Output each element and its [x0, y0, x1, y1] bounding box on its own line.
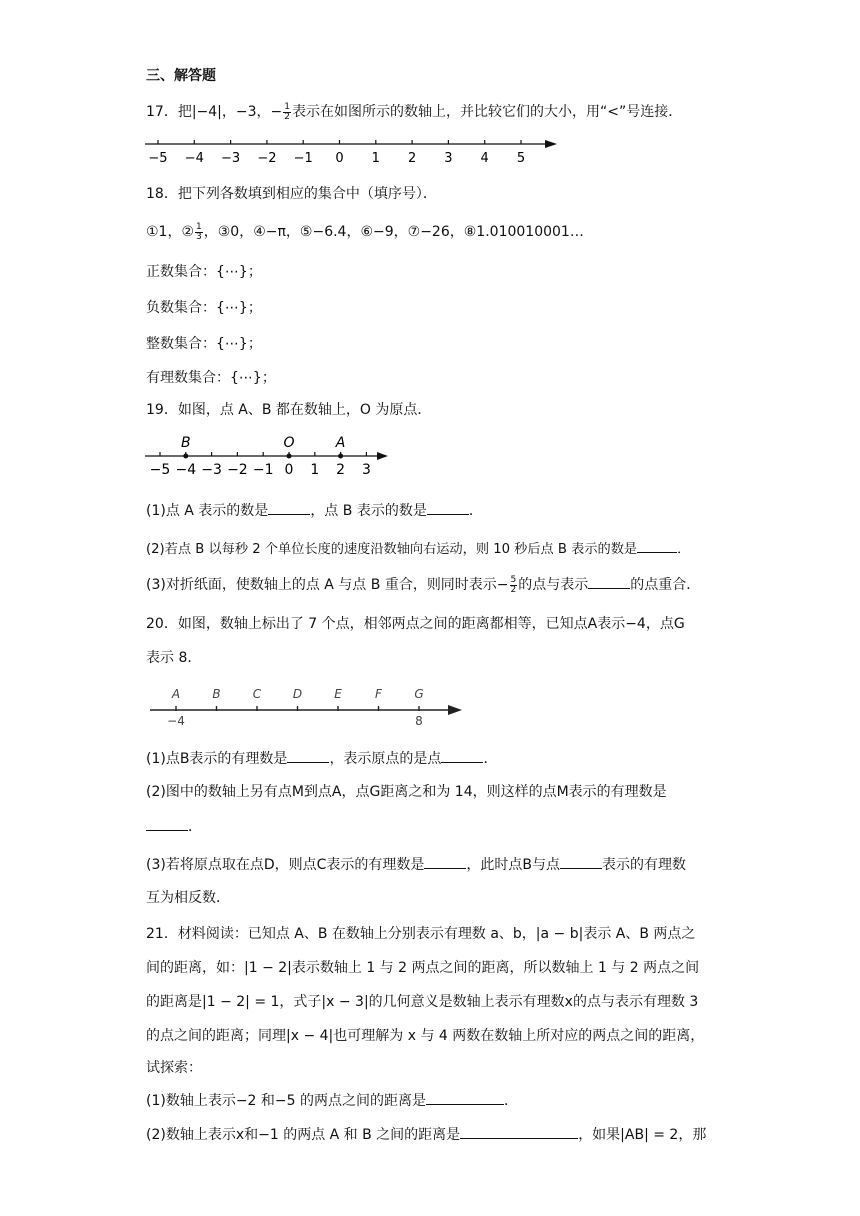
- tick-label: 2: [407, 151, 417, 166]
- q21-p1-a: (1)数轴上表示−2 和−5 的两点之间的距离是: [146, 1093, 427, 1109]
- arrow-icon: [545, 140, 557, 148]
- q21-line5: 试探索：: [146, 1060, 202, 1076]
- point-label: A: [171, 687, 181, 701]
- point-dot: [183, 454, 188, 459]
- tick-label: −5: [149, 462, 171, 478]
- answer-blank[interactable]: [146, 816, 188, 831]
- q19-p2-a: (2)若点 B 以每秒 2 个单位长度的速度沿数轴向右运动，则 10 秒后点 B 表示的数是: [146, 542, 638, 557]
- point-label: E: [334, 687, 342, 701]
- tick-label: 3: [361, 462, 371, 478]
- q20-number-line: [140, 680, 470, 734]
- q17-frac-den: 2: [284, 111, 290, 122]
- q19-p3-a: (3)对折纸面，使数轴上的点 A 与点 B 重合，则同时表示−: [146, 577, 509, 593]
- point-label: O: [283, 435, 295, 451]
- tick-label: −3: [201, 462, 222, 478]
- value-label-left: −4: [167, 714, 185, 728]
- tick-label: 1: [371, 151, 380, 166]
- answer-blank[interactable]: [424, 854, 466, 869]
- q17-frac-sign: −: [270, 104, 283, 120]
- point-label: A: [335, 435, 346, 451]
- q18-frac-den: 3: [196, 231, 202, 242]
- q19-p3-c: 的点重合．: [630, 577, 701, 593]
- point-label: B: [180, 435, 191, 451]
- q18-set-negative: 负数集合：{⋯}；: [146, 300, 262, 316]
- q19-p2-b: ．: [677, 542, 691, 557]
- tick-label: −1: [293, 151, 313, 166]
- q19-part2: [146, 538, 690, 560]
- q19-part1: [146, 500, 483, 521]
- q20-part3: [146, 854, 686, 875]
- q19-title: 19．如图，点 A、B 都在数轴上，O 为原点．: [146, 402, 432, 418]
- tick-label: 5: [516, 151, 526, 166]
- point-label: G: [414, 687, 424, 701]
- q21-line2: 间的距离，如：|1 − 2|表示数轴上 1 与 2 两点之间的距离，所以数轴上 1 与 2 两点之间: [146, 960, 700, 976]
- q20-p2-b: ．: [188, 819, 202, 835]
- q20-p2-a: (2)图中的数轴上另有点M到点A，点G距离之和为 14，则这样的点M表示的有理数是: [146, 784, 667, 800]
- tick-label: −2: [257, 151, 277, 166]
- q18-frac-num: 1: [196, 221, 202, 232]
- q19-p3-b: 的点与表示: [518, 577, 589, 593]
- q18-fraction: [195, 223, 203, 242]
- q21-part2: [146, 1124, 706, 1145]
- answer-blank[interactable]: [427, 500, 469, 515]
- section-title: 三、解答题: [146, 68, 216, 84]
- q17-pre: 17．把|−4|，−3，: [146, 104, 271, 120]
- q19-frac-num: 5: [510, 574, 517, 585]
- q20-line2: 表示 8．: [146, 650, 202, 666]
- answer-blank[interactable]: [426, 1090, 504, 1105]
- tick-label: −3: [221, 151, 241, 166]
- q17-number-line: [140, 132, 570, 168]
- q18-title: 18．把下列各数填到相应的集合中（填序号）．: [146, 186, 437, 202]
- answer-blank[interactable]: [441, 748, 483, 763]
- tick-label: −4: [175, 462, 197, 478]
- q19-p1-c: ．: [468, 503, 483, 519]
- answer-blank[interactable]: [560, 854, 602, 869]
- q21-line3: 的距离是|1 − 2| = 1，式子|x − 3|的几何意义是数轴上表示有理数x的点与表示有理数 3: [146, 994, 699, 1010]
- q18-set-integer: 整数集合：{⋯}；: [146, 336, 262, 352]
- answer-blank[interactable]: [268, 500, 310, 515]
- q20-p1-c: ．: [483, 751, 498, 767]
- q20-p3-c: 表示的有理数: [602, 857, 686, 873]
- q20-p3-b: ，此时点B与点: [466, 857, 560, 873]
- answer-blank[interactable]: [588, 574, 630, 589]
- q21-part1: [146, 1090, 518, 1111]
- q17-fraction: [283, 103, 291, 122]
- q20-part2-cont: [146, 816, 202, 837]
- q21-line4: 的点之间的距离；同理|x − 4|也可理解为 x 与 4 两数在数轴上所对应的两点之间的距离，: [146, 1028, 705, 1044]
- q20-p3-a: (3)若将原点取在点D，则点C表示的有理数是: [146, 857, 425, 873]
- answer-blank[interactable]: [637, 538, 677, 553]
- point-label: B: [212, 687, 221, 701]
- point-label: D: [292, 687, 303, 701]
- q18-items-b: ，③0，④−π，⑤−6.4，⑥−9，⑦−26，⑧1.010010001…: [203, 224, 584, 240]
- point-label: C: [252, 687, 262, 701]
- q20-part2: [146, 782, 667, 802]
- q21-p2-b: ，如果|AB| = 2，那: [578, 1127, 707, 1143]
- q18-items: [146, 222, 584, 242]
- q20-part1: [146, 748, 497, 769]
- q19-number-line: [140, 428, 400, 480]
- q20-p1-b: ，表示原点的是点: [329, 751, 442, 767]
- q18-set-positive: 正数集合：{⋯}；: [146, 264, 262, 280]
- q19-p1-a: (1)点 A 表示的数是: [146, 503, 269, 519]
- q21-p2-a: (2)数轴上表示x和−1 的两点 A 和 B 之间的距离是: [146, 1127, 461, 1143]
- q18-items-a: ①1，②: [146, 224, 195, 240]
- q20-part3-cont: 互为相反数．: [146, 890, 230, 906]
- answer-blank[interactable]: [460, 1124, 578, 1139]
- q19-frac-den: 2: [510, 584, 517, 595]
- arrow-icon: [377, 452, 388, 460]
- tick-label: 4: [480, 151, 489, 166]
- arrow-icon: [448, 705, 462, 715]
- tick-label: −5: [148, 151, 168, 166]
- q19-p1-b: ，点 B 表示的数是: [310, 503, 427, 519]
- q18-set-rational: 有理数集合：{⋯}；: [146, 370, 276, 386]
- tick-label: 0: [284, 462, 294, 478]
- answer-blank[interactable]: [287, 748, 329, 763]
- q21-line1: 21．材料阅读：已知点 A、B 在数轴上分别表示有理数 a、b，|a − b|表示 A、B 两点之: [146, 926, 696, 942]
- q17-post: 表示在如图所示的数轴上，并比较它们的大小，用“<”号连接．: [292, 104, 683, 120]
- tick-label: −1: [252, 462, 274, 478]
- tick-label: 2: [336, 462, 346, 478]
- tick-label: −4: [184, 151, 204, 166]
- q17-frac-num: 1: [284, 101, 290, 112]
- tick-label: 0: [335, 151, 344, 166]
- tick-label: 1: [310, 462, 320, 478]
- value-label-right: 8: [415, 714, 423, 728]
- q19-part3: [146, 574, 700, 595]
- q19-fraction: [510, 576, 518, 595]
- q20-line1: 20．如图，数轴上标出了 7 个点，相邻两点之间的距离都相等，已知点A表示−4，点G: [146, 616, 685, 632]
- q21-p1-b: ．: [504, 1093, 519, 1109]
- point-label: F: [375, 687, 382, 701]
- q20-p1-a: (1)点B表示的有理数是: [146, 751, 288, 767]
- tick-label: −2: [227, 462, 248, 478]
- q17-text: [146, 102, 682, 122]
- tick-label: 3: [444, 151, 453, 166]
- point-dot: [287, 454, 292, 459]
- point-dot: [338, 454, 343, 459]
